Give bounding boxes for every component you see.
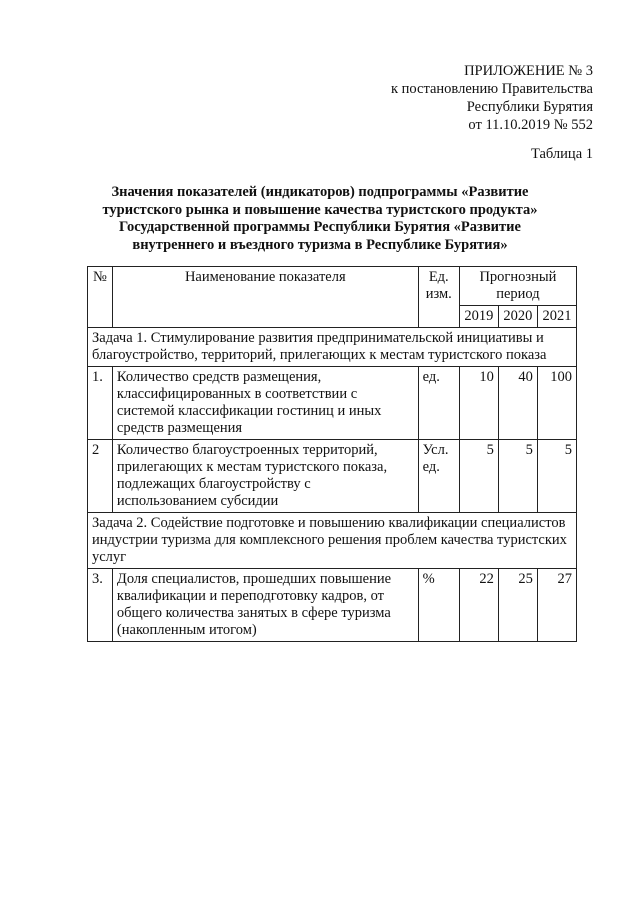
header-num: № bbox=[88, 267, 113, 328]
table-row bbox=[88, 367, 577, 440]
row-num: 3. bbox=[88, 569, 113, 642]
row-value-2019: 10 bbox=[459, 367, 498, 440]
document-title bbox=[90, 184, 550, 254]
appendix-header bbox=[391, 62, 593, 134]
row-value-2021: 100 bbox=[537, 367, 576, 440]
task-1-text: Задача 1. Стимулирование развития предпринимательской инициативы и благоустройство, территорий, прилегающих к местам туристского показа bbox=[88, 328, 577, 367]
row-value-2019: 22 bbox=[459, 569, 498, 642]
table-row bbox=[88, 569, 577, 642]
row-unit: ед. bbox=[418, 367, 459, 440]
title-line-3: Государственной программы Республики Бурятия «Развитие bbox=[119, 219, 521, 235]
row-value-2020: 40 bbox=[498, 367, 537, 440]
row-value-2020: 25 bbox=[498, 569, 537, 642]
row-value-2021: 5 bbox=[537, 440, 576, 513]
title-line-2: туристского рынка и повышение качества туристского продукта» bbox=[102, 201, 538, 218]
table-header-row bbox=[88, 267, 577, 306]
row-num: 1. bbox=[88, 367, 113, 440]
table-label: Таблица 1 bbox=[530, 146, 593, 162]
title-line-1: Значения показателей (индикаторов) подпрограммы «Развитие bbox=[111, 184, 529, 200]
task-row-1 bbox=[88, 328, 577, 367]
row-name: Доля специалистов, прошедших повышение квалификации и переподготовку кадров, от общего количества занятых в сфере туризма (накопленным итогом) bbox=[112, 569, 418, 642]
appendix-date-line: от 11.10.2019 № 552 bbox=[468, 117, 593, 133]
header-year-2019: 2019 bbox=[459, 306, 498, 328]
task-2-text: Задача 2. Содействие подготовке и повышению квалификации специалистов индустрии туризма для комплексного решения проблем качества туристских услуг bbox=[88, 513, 577, 569]
header-unit: Ед. изм. bbox=[418, 267, 459, 328]
appendix-republic-line: Республики Бурятия bbox=[466, 99, 593, 115]
row-num: 2 bbox=[88, 440, 113, 513]
row-name: Количество средств размещения, классифицированных в соответствии с системой классификации гостиниц и иных средств размещения bbox=[112, 367, 418, 440]
header-year-2021: 2021 bbox=[537, 306, 576, 328]
row-name: Количество благоустроенных территорий, прилегающих к местам туристского показа, подлежащих благоустройству с использованием субсидии bbox=[112, 440, 418, 513]
row-value-2021: 27 bbox=[537, 569, 576, 642]
header-period: Прогнозный период bbox=[459, 267, 576, 306]
row-unit: % bbox=[418, 569, 459, 642]
indicators-table bbox=[87, 266, 577, 642]
header-year-2020: 2020 bbox=[498, 306, 537, 328]
appendix-number: ПРИЛОЖЕНИЕ № 3 bbox=[464, 63, 593, 79]
appendix-decree-line: к постановлению Правительства bbox=[391, 81, 593, 97]
header-name: Наименование показателя bbox=[112, 267, 418, 328]
table-row bbox=[88, 440, 577, 513]
task-row-2 bbox=[88, 513, 577, 569]
row-value-2020: 5 bbox=[498, 440, 537, 513]
row-unit: Усл. ед. bbox=[418, 440, 459, 513]
row-value-2019: 5 bbox=[459, 440, 498, 513]
title-line-4: внутреннего и въездного туризма в Республике Бурятия» bbox=[132, 236, 508, 253]
